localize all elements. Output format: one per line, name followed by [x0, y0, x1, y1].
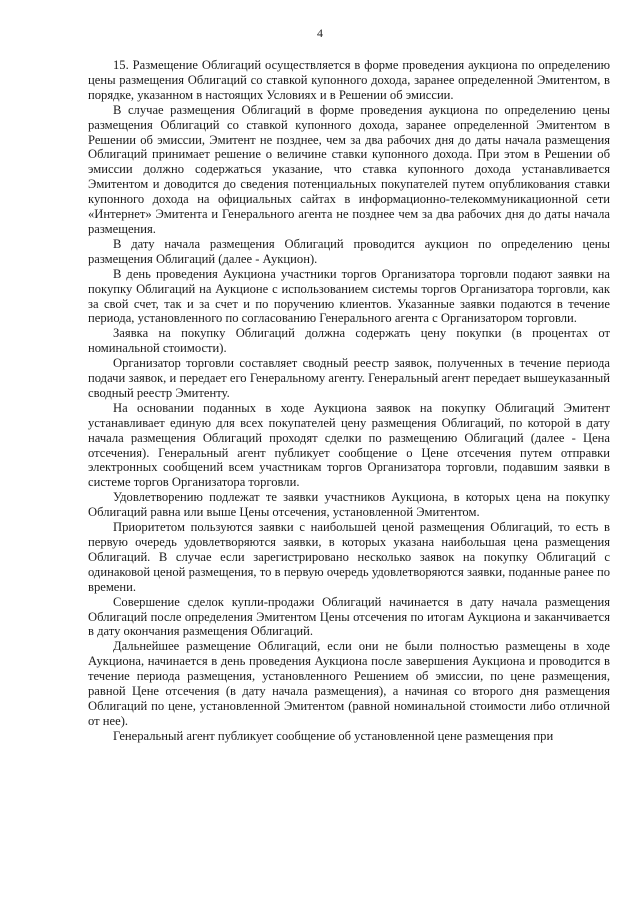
paragraph-6: Организатор торговли составляет сводный реестр заявок, полученных в течение периода подачи заявок, и передает его Генеральному агенту. Генеральный агент передает вышеуказанный сводный реестр Эмитенту. — [88, 356, 610, 400]
paragraph-4: В день проведения Аукциона участники торгов Организатора торговли подают заявки на покупку Облигаций на Аукционе с использованием системы торгов Организатора торговли, как за свой счет, так и за счет и по поручению клиентов. Указанные заявки подаются в течение периода, установленного по согласованию Генерального агента с Организатором торговли. — [88, 266, 610, 326]
paragraph-2: В случае размещения Облигаций в форме проведения аукциона по определению цены размещения Облигаций со ставкой купонного дохода, заранее определенной Эмитентом в Решении об эмиссии, Эмитент не позднее, чем за два рабочих дня до даты начала размещения Облигаций принимает решение о величине ставки купонного дохода. При этом в Решении об эмиссии должно содержаться указание, что ставка купонного дохода устанавливается Эмитентом и доводится до сведения потенциальных покупателей путем опубликования ставки купонного дохода на официальных сайтах в информационно-телекоммуникационной сети «Интернет» Эмитента и Генерального агента не позднее чем за два рабочих дня до даты начала размещения. — [88, 102, 610, 236]
paragraph-7: На основании поданных в ходе Аукциона заявок на покупку Облигаций Эмитент устанавливает единую для всех покупателей цену размещения Облигаций, по которой в дату начала размещения Облигаций проходят сделки по размещению Облигаций (далее - Цена отсечения). Генеральный агент публикует сообщение о Цене отсечения путем отправки электронных сообщений всем участникам торгов Организатора торговли, подавшим заявки в системе торгов Организатора торговли. — [88, 400, 610, 490]
page-number: 4 — [317, 26, 323, 40]
paragraph-1: 15. Размещение Облигаций осуществляется в форме проведения аукциона по определению цены размещения Облигаций со ставкой купонного дохода, заранее определенной Эмитентом, в порядке, указанном в настоящих Условиях и в Решении об эмиссии. — [88, 58, 610, 102]
paragraph-12: Генеральный агент публикует сообщение об установленной цене размещения при — [113, 728, 554, 743]
paragraph-5: Заявка на покупку Облигаций должна содержать цену покупки (в процентах от номинальной стоимости). — [88, 326, 610, 356]
paragraph-11: Дальнейшее размещение Облигаций, если они не были полностью размещены в ходе Аукциона, начинается в день проведения Аукциона после завершения Аукциона и проводится в течение периода размещения, установленного Решением об эмиссии, по цене размещения, равной Цене отсечения (в дату начала размещения), а начиная со второго дня размещения Облигаций по цене, установленной Эмитентом (равной номинальной стоимости либо отличной от нее). — [88, 639, 610, 728]
document-body — [88, 58, 610, 744]
paragraph-9: Приоритетом пользуются заявки с наибольшей ценой размещения Облигаций, то есть в первую очередь удовлетворяются заявки, в которых указана наибольшая цена размещения Облигаций. В случае если зарегистрировано несколько заявок на покупку Облигаций с одинаковой ценой размещения, то в первую очередь удовлетворяются заявки, поданные ранее по времени. — [88, 520, 610, 594]
paragraph-3: В дату начала размещения Облигаций проводится аукцион по определению цены размещения Облигаций (далее - Аукцион). — [88, 236, 610, 266]
paragraph-8: Удовлетворению подлежат те заявки участников Аукциона, в которых цена на покупку Облигаций равна или выше Цены отсечения, установленной Эмитентом. — [88, 490, 610, 520]
paragraph-10: Совершение сделок купли-продажи Облигаций начинается в дату начала размещения Облигаций после определения Эмитентом Цены отсечения по итогам Аукциона и заканчивается в дату окончания размещения Облигаций. — [88, 594, 610, 639]
